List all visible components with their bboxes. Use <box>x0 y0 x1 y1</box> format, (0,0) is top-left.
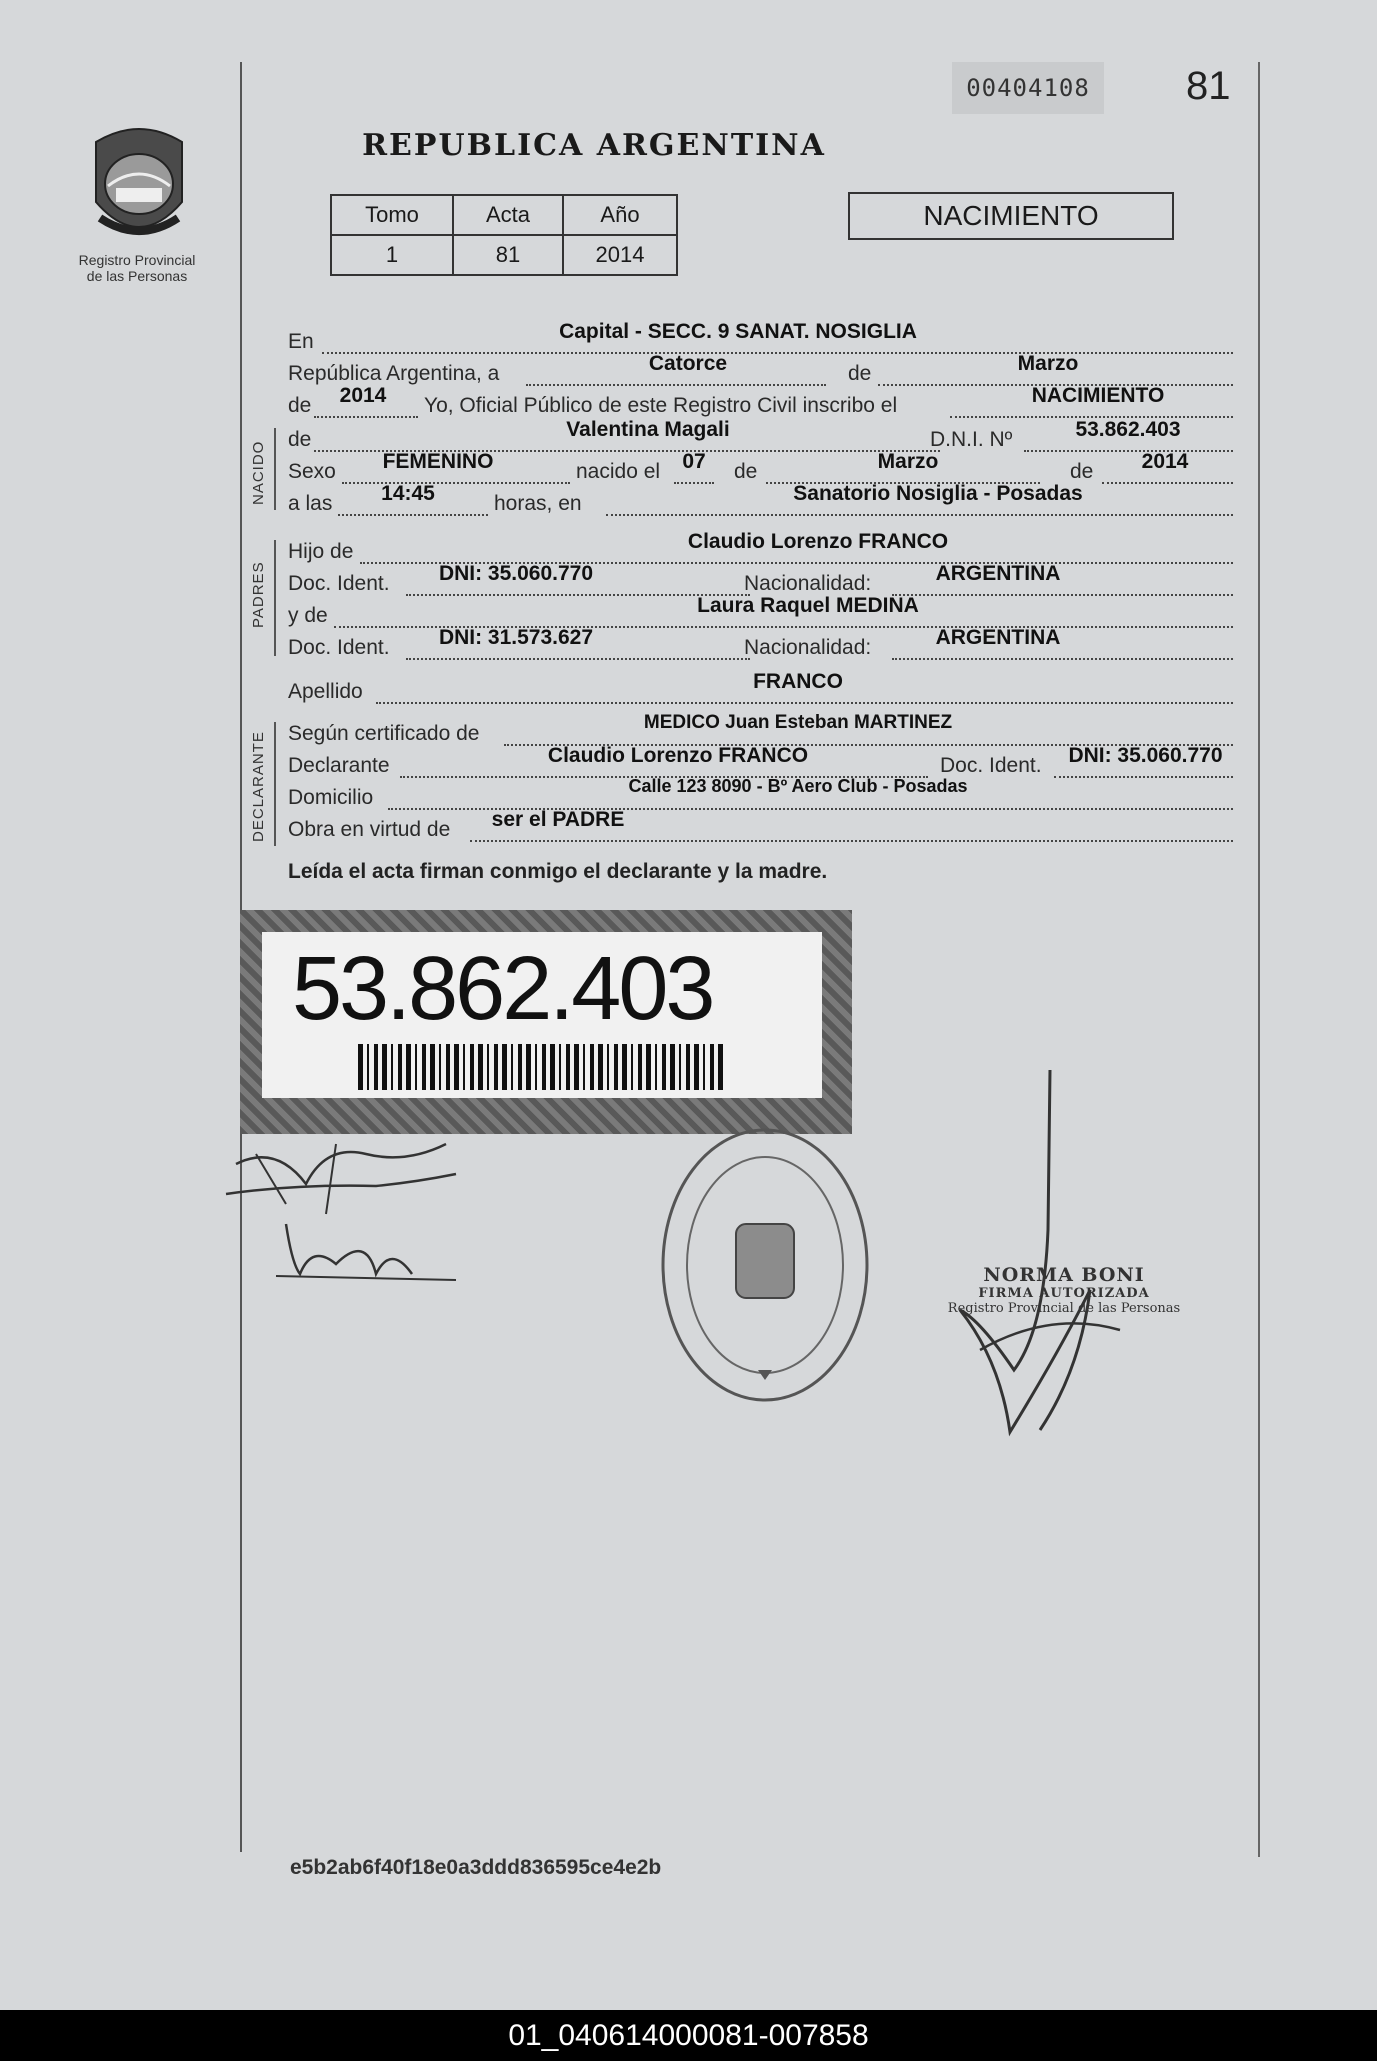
dni-stamp <box>240 910 852 1134</box>
row-father <box>288 532 1233 564</box>
row-mother-doc <box>288 628 1233 660</box>
value-father-name: Claudio Lorenzo FRANCO <box>687 530 949 553</box>
registry-seal-icon <box>658 1124 872 1406</box>
document-type-box: NACIMIENTO <box>848 192 1174 240</box>
label-declarante: Declarante <box>288 754 390 777</box>
value-certificado: MEDICO Juan Esteban MARTINEZ <box>643 712 953 733</box>
registry-value-acta: 81 <box>453 235 563 275</box>
row-apellido <box>288 672 1233 704</box>
value-time: 14:45 <box>381 482 435 505</box>
value-year: 2014 <box>339 384 387 407</box>
row-mother <box>288 596 1233 628</box>
document-title <box>0 128 1377 163</box>
document-title-text: REPUBLICA ARGENTINA <box>362 128 826 163</box>
row-declarante <box>288 746 1233 778</box>
crest-label-line2: de las Personas <box>86 268 188 284</box>
row-place <box>288 322 1233 354</box>
registry-header-row <box>331 195 677 235</box>
row-domicilio <box>288 778 1233 810</box>
row-sexo <box>288 452 1233 484</box>
value-month: Marzo <box>1017 352 1079 375</box>
value-day-text: Catorce <box>648 352 728 375</box>
label-de: de <box>1070 460 1094 483</box>
official-signature-block <box>944 1264 1184 1316</box>
label-doc-ident: Doc. Ident. <box>288 636 390 659</box>
label-certificado: Según certificado de <box>288 722 480 745</box>
section-label-nacido-text: NACIDO <box>250 440 267 505</box>
value-apellido: FRANCO <box>753 670 843 693</box>
serial-number: 00404108 <box>952 62 1104 114</box>
label-obra: Obra en virtud de <box>288 818 451 841</box>
document-hash: e5b2ab6f40f18e0a3ddd836595ce4e2b <box>290 1856 662 1879</box>
value-place: Capital - SECC. 9 SANAT. NOSIGLIA <box>559 320 917 343</box>
section-line-nacido <box>274 428 276 510</box>
section-label-declarante-text: DECLARANTE <box>250 731 267 842</box>
label-inscribe: Yo, Oficial Público de este Registro Civil inscribo el <box>424 394 898 417</box>
registry-value-anio: 2014 <box>563 235 677 275</box>
label-dni: D.N.I. Nº <box>930 428 1013 451</box>
row-obra <box>288 810 1233 842</box>
value-inscribe: NACIMIENTO <box>1031 384 1165 407</box>
registry-header-tomo: Tomo <box>331 195 453 235</box>
section-line-padres <box>274 540 276 656</box>
value-declarante-doc: DNI: 35.060.770 <box>1068 744 1223 767</box>
label-y-de: y de <box>288 604 328 627</box>
right-margin-line <box>1258 62 1260 1857</box>
label-en: En <box>288 330 314 353</box>
row-nacido-name <box>288 420 1233 452</box>
value-nacido-name: Valentina Magali <box>566 418 730 441</box>
value-birth-year: 2014 <box>1141 450 1189 473</box>
label-de: de <box>734 460 758 483</box>
section-label-padres-text: PADRES <box>250 561 267 628</box>
barcode-icon <box>358 1044 726 1090</box>
label-apellido: Apellido <box>288 680 363 703</box>
value-birth-month: Marzo <box>877 450 939 473</box>
label-nacionalidad: Nacionalidad: <box>744 572 872 595</box>
value-nacido-dni: 53.862.403 <box>1075 418 1181 441</box>
label-de: de <box>288 394 312 417</box>
label-a-las: a las <box>288 492 333 515</box>
registry-table <box>330 194 678 276</box>
label-de: de <box>848 362 872 385</box>
label-doc-ident: Doc. Ident. <box>288 572 390 595</box>
label-horas-en: horas, en <box>494 492 582 515</box>
value-obra: ser el PADRE <box>491 808 625 831</box>
row-year-inscribe <box>288 386 1233 418</box>
row-certificado <box>288 714 1233 746</box>
value-sexo: FEMENINO <box>382 450 494 473</box>
value-father-doc: DNI: 35.060.770 <box>438 562 594 585</box>
scan-footer-id: 01_040614000081-007858 <box>0 2010 1377 2061</box>
value-birth-place: Sanatorio Nosiglia - Posadas <box>793 482 1083 505</box>
label-republica: República Argentina, a <box>288 362 500 385</box>
registry-value-tomo: 1 <box>331 235 453 275</box>
official-office: Registro Provincial de las Personas <box>947 1301 1181 1316</box>
official-signature-icon <box>940 1070 1140 1442</box>
dni-stamp-number: 53.862.403 <box>292 939 713 1039</box>
official-name: NORMA BONI <box>983 1264 1145 1286</box>
value-domicilio: Calle 123 8090 - Bº Aero Club - Posadas <box>628 776 968 796</box>
registry-header-anio: Año <box>563 195 677 235</box>
value-mother-doc: DNI: 31.573.627 <box>438 626 594 649</box>
crest-label-line1: Registro Provincial <box>78 252 196 268</box>
label-nacionalidad: Nacionalidad: <box>744 636 872 659</box>
crest-label <box>62 252 212 284</box>
label-nacido-el: nacido el <box>576 460 661 483</box>
label-hijo-de: Hijo de <box>288 540 354 563</box>
label-de: de <box>288 428 312 451</box>
row-date <box>288 354 1233 386</box>
value-mother-nationality: ARGENTINA <box>935 626 1061 649</box>
section-line-declarante <box>274 722 276 846</box>
label-doc-ident: Doc. Ident. <box>940 754 1042 777</box>
closing-statement: Leída el acta firman conmigo el declarante y la madre. <box>288 860 828 883</box>
row-hora <box>288 484 1233 516</box>
official-role: FIRMA AUTORIZADA <box>978 1286 1150 1301</box>
value-birth-day: 07 <box>682 450 706 473</box>
label-sexo: Sexo <box>288 460 336 483</box>
value-declarante-name: Claudio Lorenzo FRANCO <box>547 744 809 767</box>
signature-declarante-icon <box>216 1124 476 1284</box>
page-number: 81 <box>1186 64 1231 108</box>
value-mother-name: Laura Raquel MEDINA <box>697 594 919 617</box>
label-domicilio: Domicilio <box>288 786 374 809</box>
registry-header-acta: Acta <box>453 195 563 235</box>
row-father-doc <box>288 564 1233 596</box>
registry-value-row <box>331 235 677 275</box>
dni-stamp-inner <box>262 932 822 1098</box>
value-father-nationality: ARGENTINA <box>935 562 1061 585</box>
